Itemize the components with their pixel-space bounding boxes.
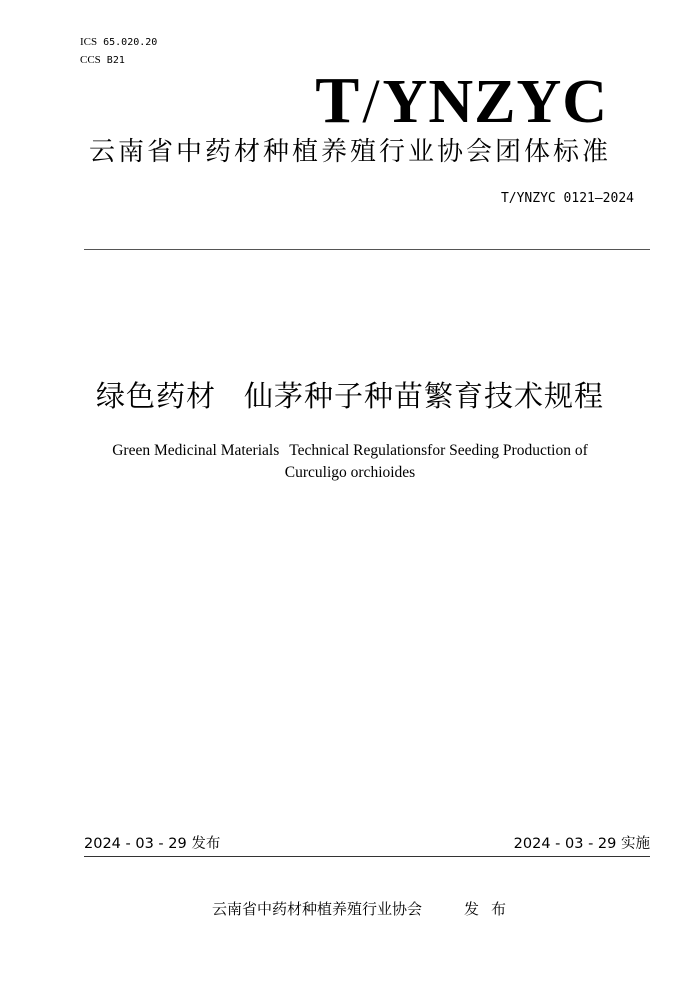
chinese-title-part1: 绿色药材 [95, 379, 216, 413]
ccs-line [80, 53, 125, 68]
ics-code: 65.020.20 [103, 37, 158, 48]
ccs-code: B21 [106, 55, 125, 66]
bottom-divider [84, 856, 650, 857]
logo-prefix: T [315, 64, 361, 137]
english-title-line1 [60, 440, 640, 462]
implementation-date: 2024 - 03 - 29 实施 [513, 836, 650, 852]
document-number: T/YNZYC 0121—2024 [500, 191, 634, 206]
ics-line [80, 35, 157, 50]
english-title-part1: Green Medicinal Materials [112, 442, 280, 459]
chinese-title-part2: 仙茅种子种苗繁育技术规程 [244, 379, 605, 413]
chinese-title [0, 374, 700, 418]
ccs-label: CCS [80, 54, 101, 66]
publisher-label: 发布 [464, 900, 519, 918]
issue-date: 2024 - 03 - 29 发布 [84, 836, 221, 852]
logo-code: YNZYC [382, 68, 608, 136]
english-title [60, 440, 640, 484]
publisher [212, 898, 518, 920]
logo-slash: / [362, 68, 381, 136]
top-divider [84, 249, 650, 250]
ics-label: ICS [80, 36, 98, 48]
publisher-name: 云南省中药材种植养殖行业协会 [212, 900, 423, 918]
english-title-part2: Technical Regulationsfor Seeding Production of [289, 442, 588, 459]
standard-logo [315, 64, 608, 137]
organization-title: 云南省中药材种植养殖行业协会团体标准 [88, 137, 611, 167]
english-title-line2: Curculigo orchioides [284, 464, 416, 481]
